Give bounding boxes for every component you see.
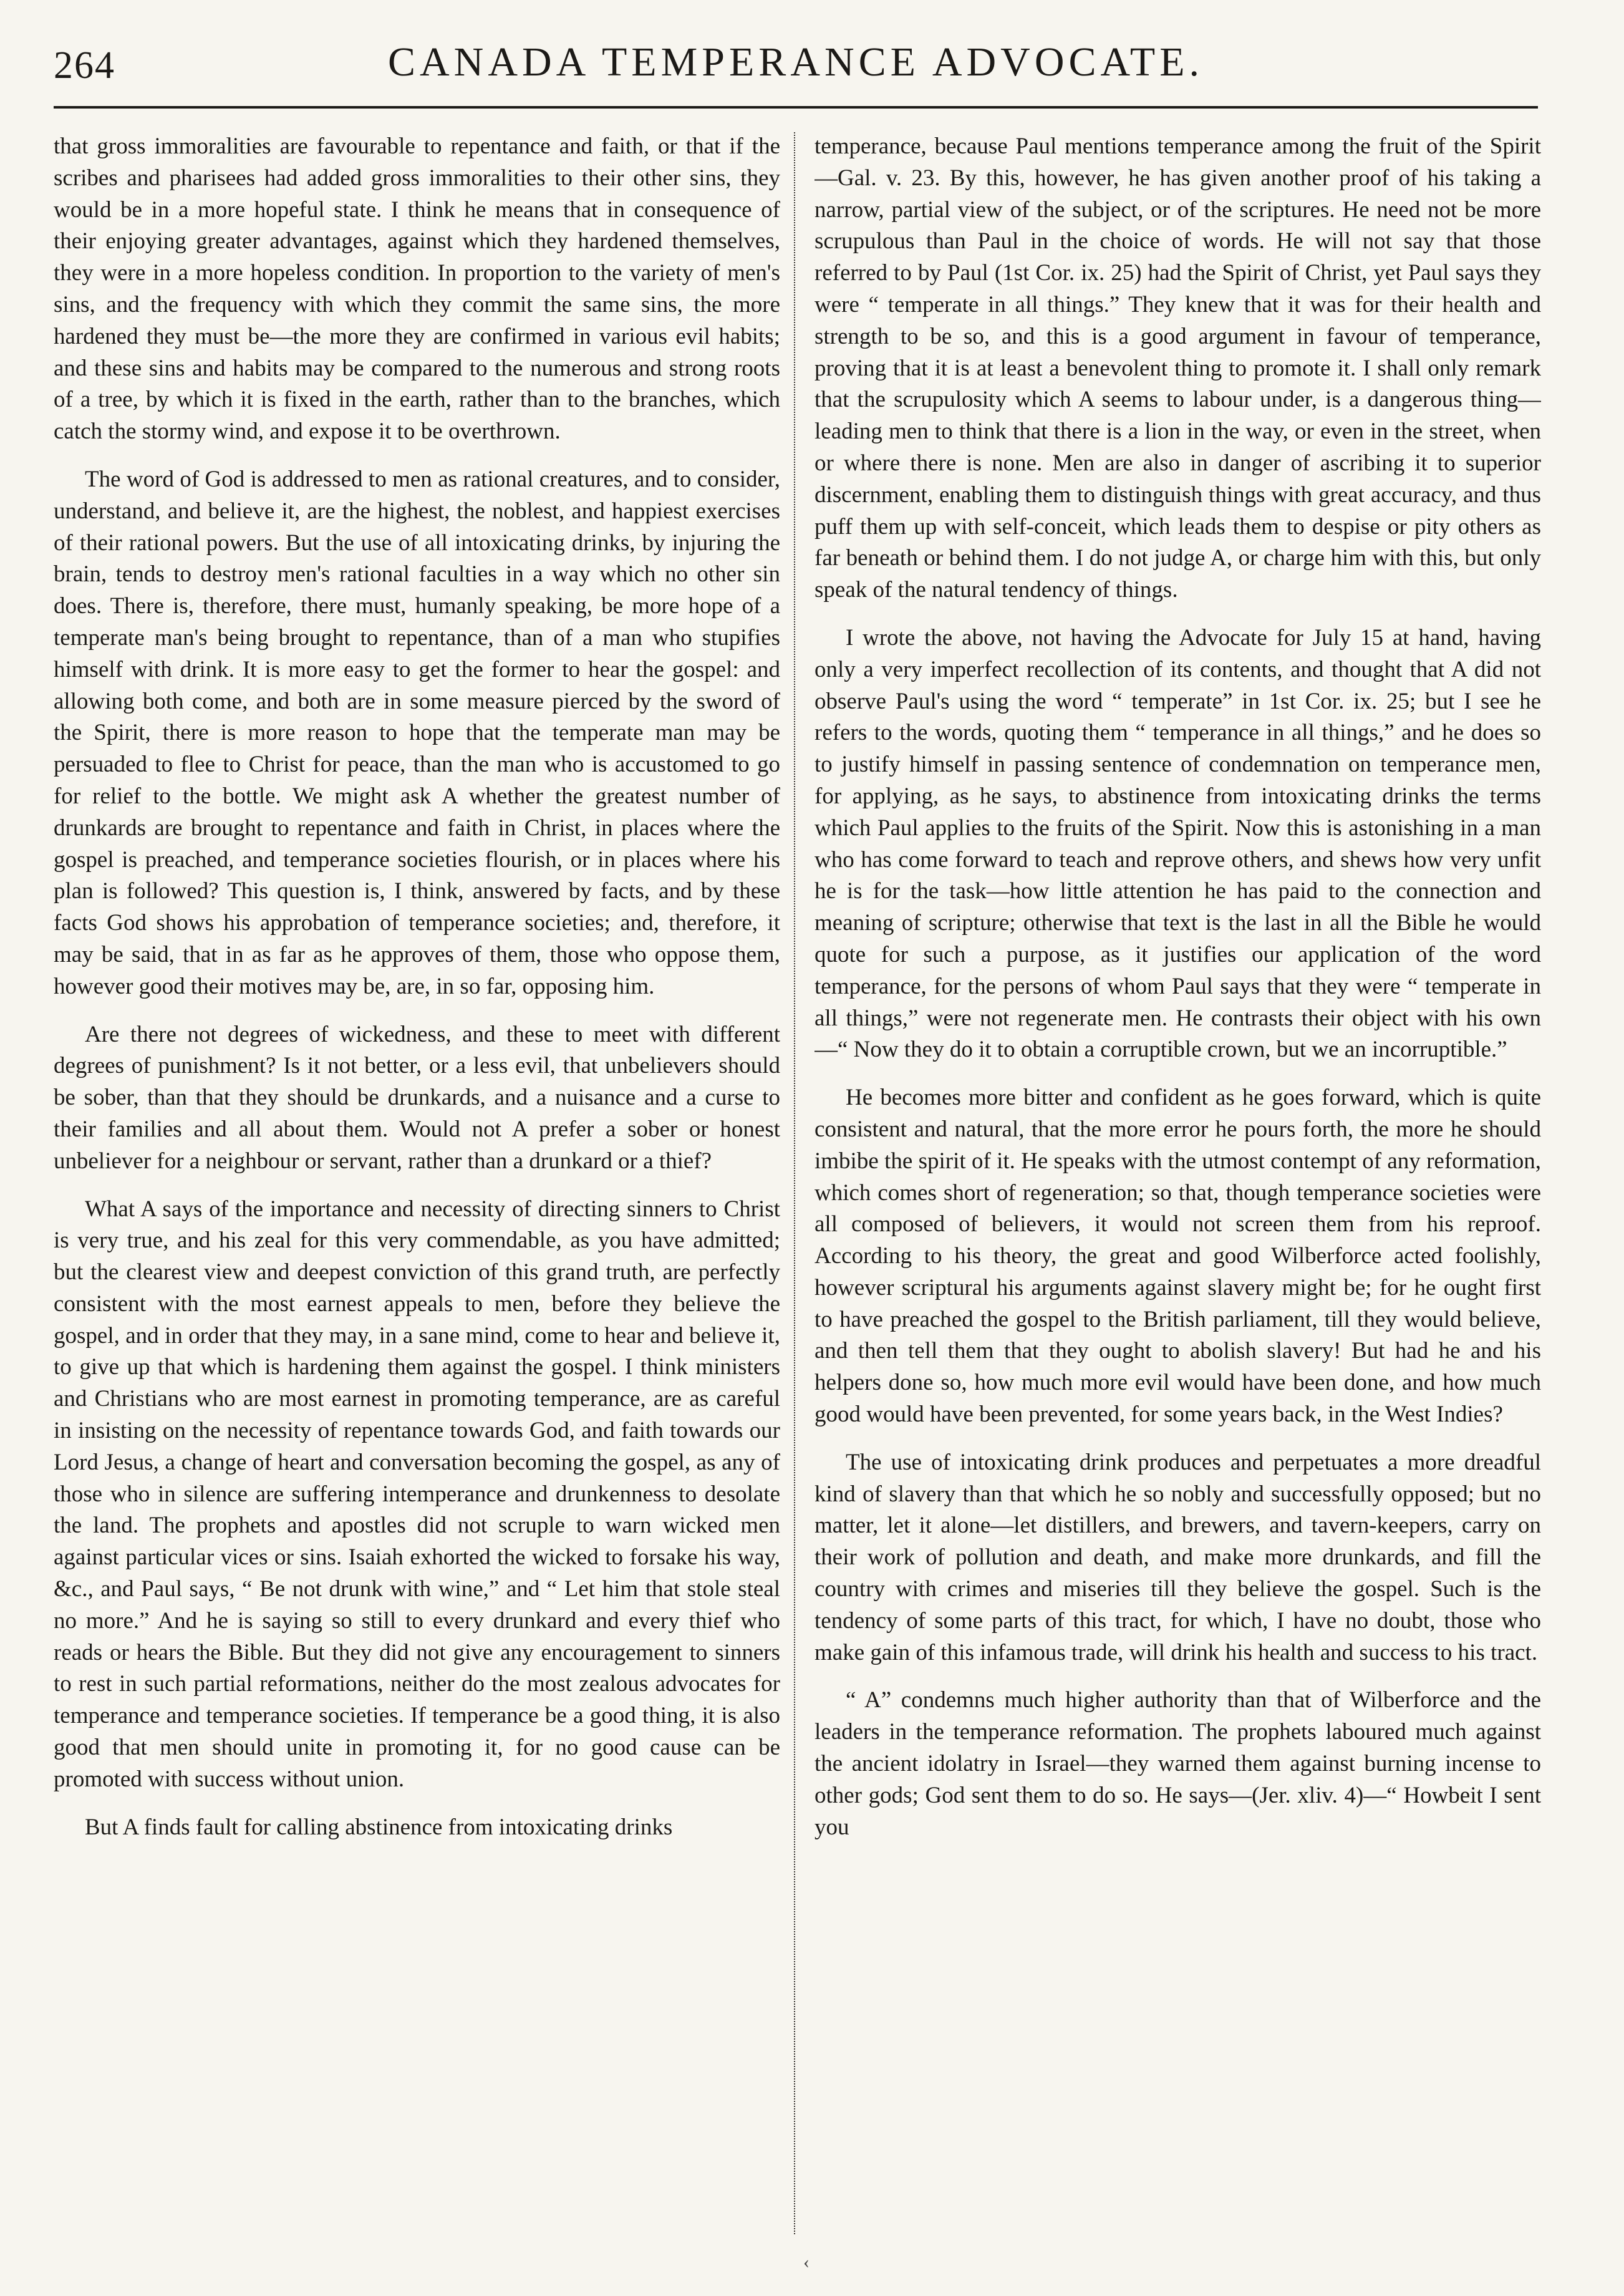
running-title: CANADA TEMPERANCE ADVOCATE. xyxy=(387,39,1204,85)
column-divider xyxy=(794,132,795,2234)
page-number: 264 xyxy=(54,44,115,87)
paragraph: The use of intoxicating drink produces and perpetuates a more dreadful kind of slavery than that which he so nobly and successfully opposed; but no matter, let it alone—let distillers, and brewers, and tavern-keepers, carry on their work of pollution and death, and make more drunkards, and fill the country with crimes and miseries till they believe the gospel. Such is the tendency of some parts of this tract, for which, I have no doubt, those who make gain of this infamous trade, will drink his health and success to his tract. xyxy=(814,1449,1541,1665)
paragraph: that gross immoralities are favourable to repentance and faith, or that if the scribes and pharisees had added gross immoralities to their other sins, they would be in a more hopeful state. I think he means that in consequence of their enjoying greater advantages, against which they hardened themselves, they were in a more hopeless condition. In proportion to the variety of men's sins, and the frequency with which they commit the same sins, the more hardened they must be—the more they are confirmed in various evil habits; and these sins and habits may be compared to the numerous and strong roots of a tree, by which it is fixed in the earth, rather than to the branches, which catch the stormy wind, and expose it to be overthrown. xyxy=(54,133,780,445)
paragraph: temperance, because Paul mentions temperance among the fruit of the Spirit—Gal. v. 23. By this, however, he has given another proof of his taking a narrow, partial view of the subject, or of the scriptures. He need not be more scrupulous than Paul in the choice of words. He will not say that those referred to by Paul (1st Cor. ix. 25) had the Spirit of Christ, yet Paul says they were “ temperate in all things.” They knew that it was for their health and strength to be so, and this is a good argument in favour of temperance, proving that it is at least a benevolent thing to promote it. I shall only remark that the scrupulosity which A seems to labour under, is a dangerous thing—leading men to think that there is a lion in the way, or even in the street, when or where there is none. Men are also in danger of ascribing it to superior discernment, enabling them to distinguish things with great accuracy, and thus puff them up with self-conceit, which leads them to despise or pity others as far beneath or behind them. I do not judge A, or charge him with this, but only speak of the natural tendency of things. xyxy=(814,133,1541,603)
paragraph: I wrote the above, not having the Advocate for July 15 at hand, having only a very imperfect recollection of its contents, and thought that A did not observe Paul's using the word “ temperate” in 1st Cor. ix. 25; but I see he refers to the words, quoting them “ temperance in all things,” and he does so to justify himself in passing sentence of condemnation on temperance men, for applying, as he says, to abstinence from intoxicating drinks the terms which Paul applies to the fruits of the Spirit. Now this is astonishing in a man who has come forward to teach and reprove others, and shews how very unfit he is for the task—how little attention he has paid to the connection and meaning of scripture; otherwise that text is the last in all the Bible he would quote for such a purpose, as it justifies our application of the word temperance, for the persons of whom Paul says that they were “ temperate in all things,” were not regenerate men. He contrasts their object with his own—“ Now they do it to obtain a corruptible crown, but we an incorruptible.” xyxy=(814,624,1541,1063)
paragraph: Are there not degrees of wickedness, and these to meet with different degrees of punishment? Is it not better, or a less evil, that unbelievers should be sober, than that they should be drunkards, and a nuisance and a curse to their families and all about them. Would not A prefer a sober or honest unbeliever for a neighbour or servant, rather than a drunkard or a thief? xyxy=(54,1021,780,1174)
paragraph: The word of God is addressed to men as rational creatures, and to consider, understand, and believe it, are the highest, the noblest, and happiest exercises of their rational powers. But the use of all intoxicating drinks, by injuring the brain, tends to destroy men's rational faculties in a way which no other sin does. There is, therefore, there must, humanly speaking, be more hope of a temperate man's being brought to repentance, than of a man who stupifies himself with drink. It is more easy to get the former to hear the gospel: and allowing both come, and both are in some measure pierced by the sword of the Spirit, there is more reason to hope that the temperate man may be persuaded to flee to Christ for peace, than the man who is accustomed to go for relief to the bottle. We might ask A whether the greatest number of drunkards are brought to repentance and faith in Christ, in places where the gospel is preached, and temperance societies flourish, or in places where his plan is followed? This question is, I think, answered by facts, and by these facts God shows his approbation of temperance societies; and, therefore, it may be said, that in as far as he approves of them, those who oppose them, however good their motives may be, are, in so far, opposing him. xyxy=(54,466,780,999)
left-column xyxy=(54,131,780,2245)
paragraph: He becomes more bitter and confident as he goes forward, which is quite consistent and natural, that the more error he pours forth, the more he should imbibe the spirit of it. He speaks with the utmost contempt of any reformation, which comes short of regeneration; so that, though temperance societies were all composed of believers, it would not screen them from his reproof. According to his theory, the great and good Wilberforce acted foolishly, however scriptural his arguments against slavery might be; for he ought first to have preached the gospel to the British parliament, till they would believe, and then tell them that they ought to abolish slavery! But had he and his helpers done so, how much more evil would have been done, and how much good would have been prevented, for some years back, in the West Indies? xyxy=(814,1085,1541,1428)
header-rule xyxy=(54,106,1538,109)
page-header xyxy=(54,27,1538,121)
paragraph: “ A” condemns much higher authority than that of Wilberforce and the leaders in the temperance reformation. The prophets laboured much against the ancient idolatry in Israel—they warned them against burning incense to other gods; God sent them to do so. He says—(Jer. xliv. 4)—“ Howbeit I sent you xyxy=(814,1687,1541,1840)
paragraph: But A finds fault for calling abstinence from intoxicating drinks xyxy=(85,1814,673,1840)
right-column xyxy=(814,131,1541,2245)
footer-mark: ‹ xyxy=(803,2252,810,2272)
paragraph: What A says of the importance and necessity of directing sinners to Christ is very true, and his zeal for this very commendable, as you have admitted; but the clearest view and deepest conviction of this grand truth, are perfectly consistent with the most earnest appeals to men, before they believe the gospel, and in order that they may, in a sane mind, come to hear and believe it, to give up that which is hardening them against the gospel. I think ministers and Christians who are most earnest in promoting temperance, are as careful in insisting on the necessity of repentance towards God, and faith towards our Lord Jesus, a change of heart and conversation becoming the gospel, as any of those who in silence are suffering intemperance and drunkenness to desolate the land. The prophets and apostles did not scruple to warn wicked men against particular vices or sins. Isaiah exhorted the wicked to forsake his way, &c., and Paul says, “ Be not drunk with wine,” and “ Let him that stole steal no more.” And he is saying so still to every drunkard and every thief who reads or hears the Bible. But they did not give any encouragement to sinners to rest in such partial reformations, neither do the most zealous advocates for temperance and temperance societies. If temperance be a good thing, it is also good that men should unite in promoting it, for no good cause can be promoted with success without union. xyxy=(54,1196,780,1792)
